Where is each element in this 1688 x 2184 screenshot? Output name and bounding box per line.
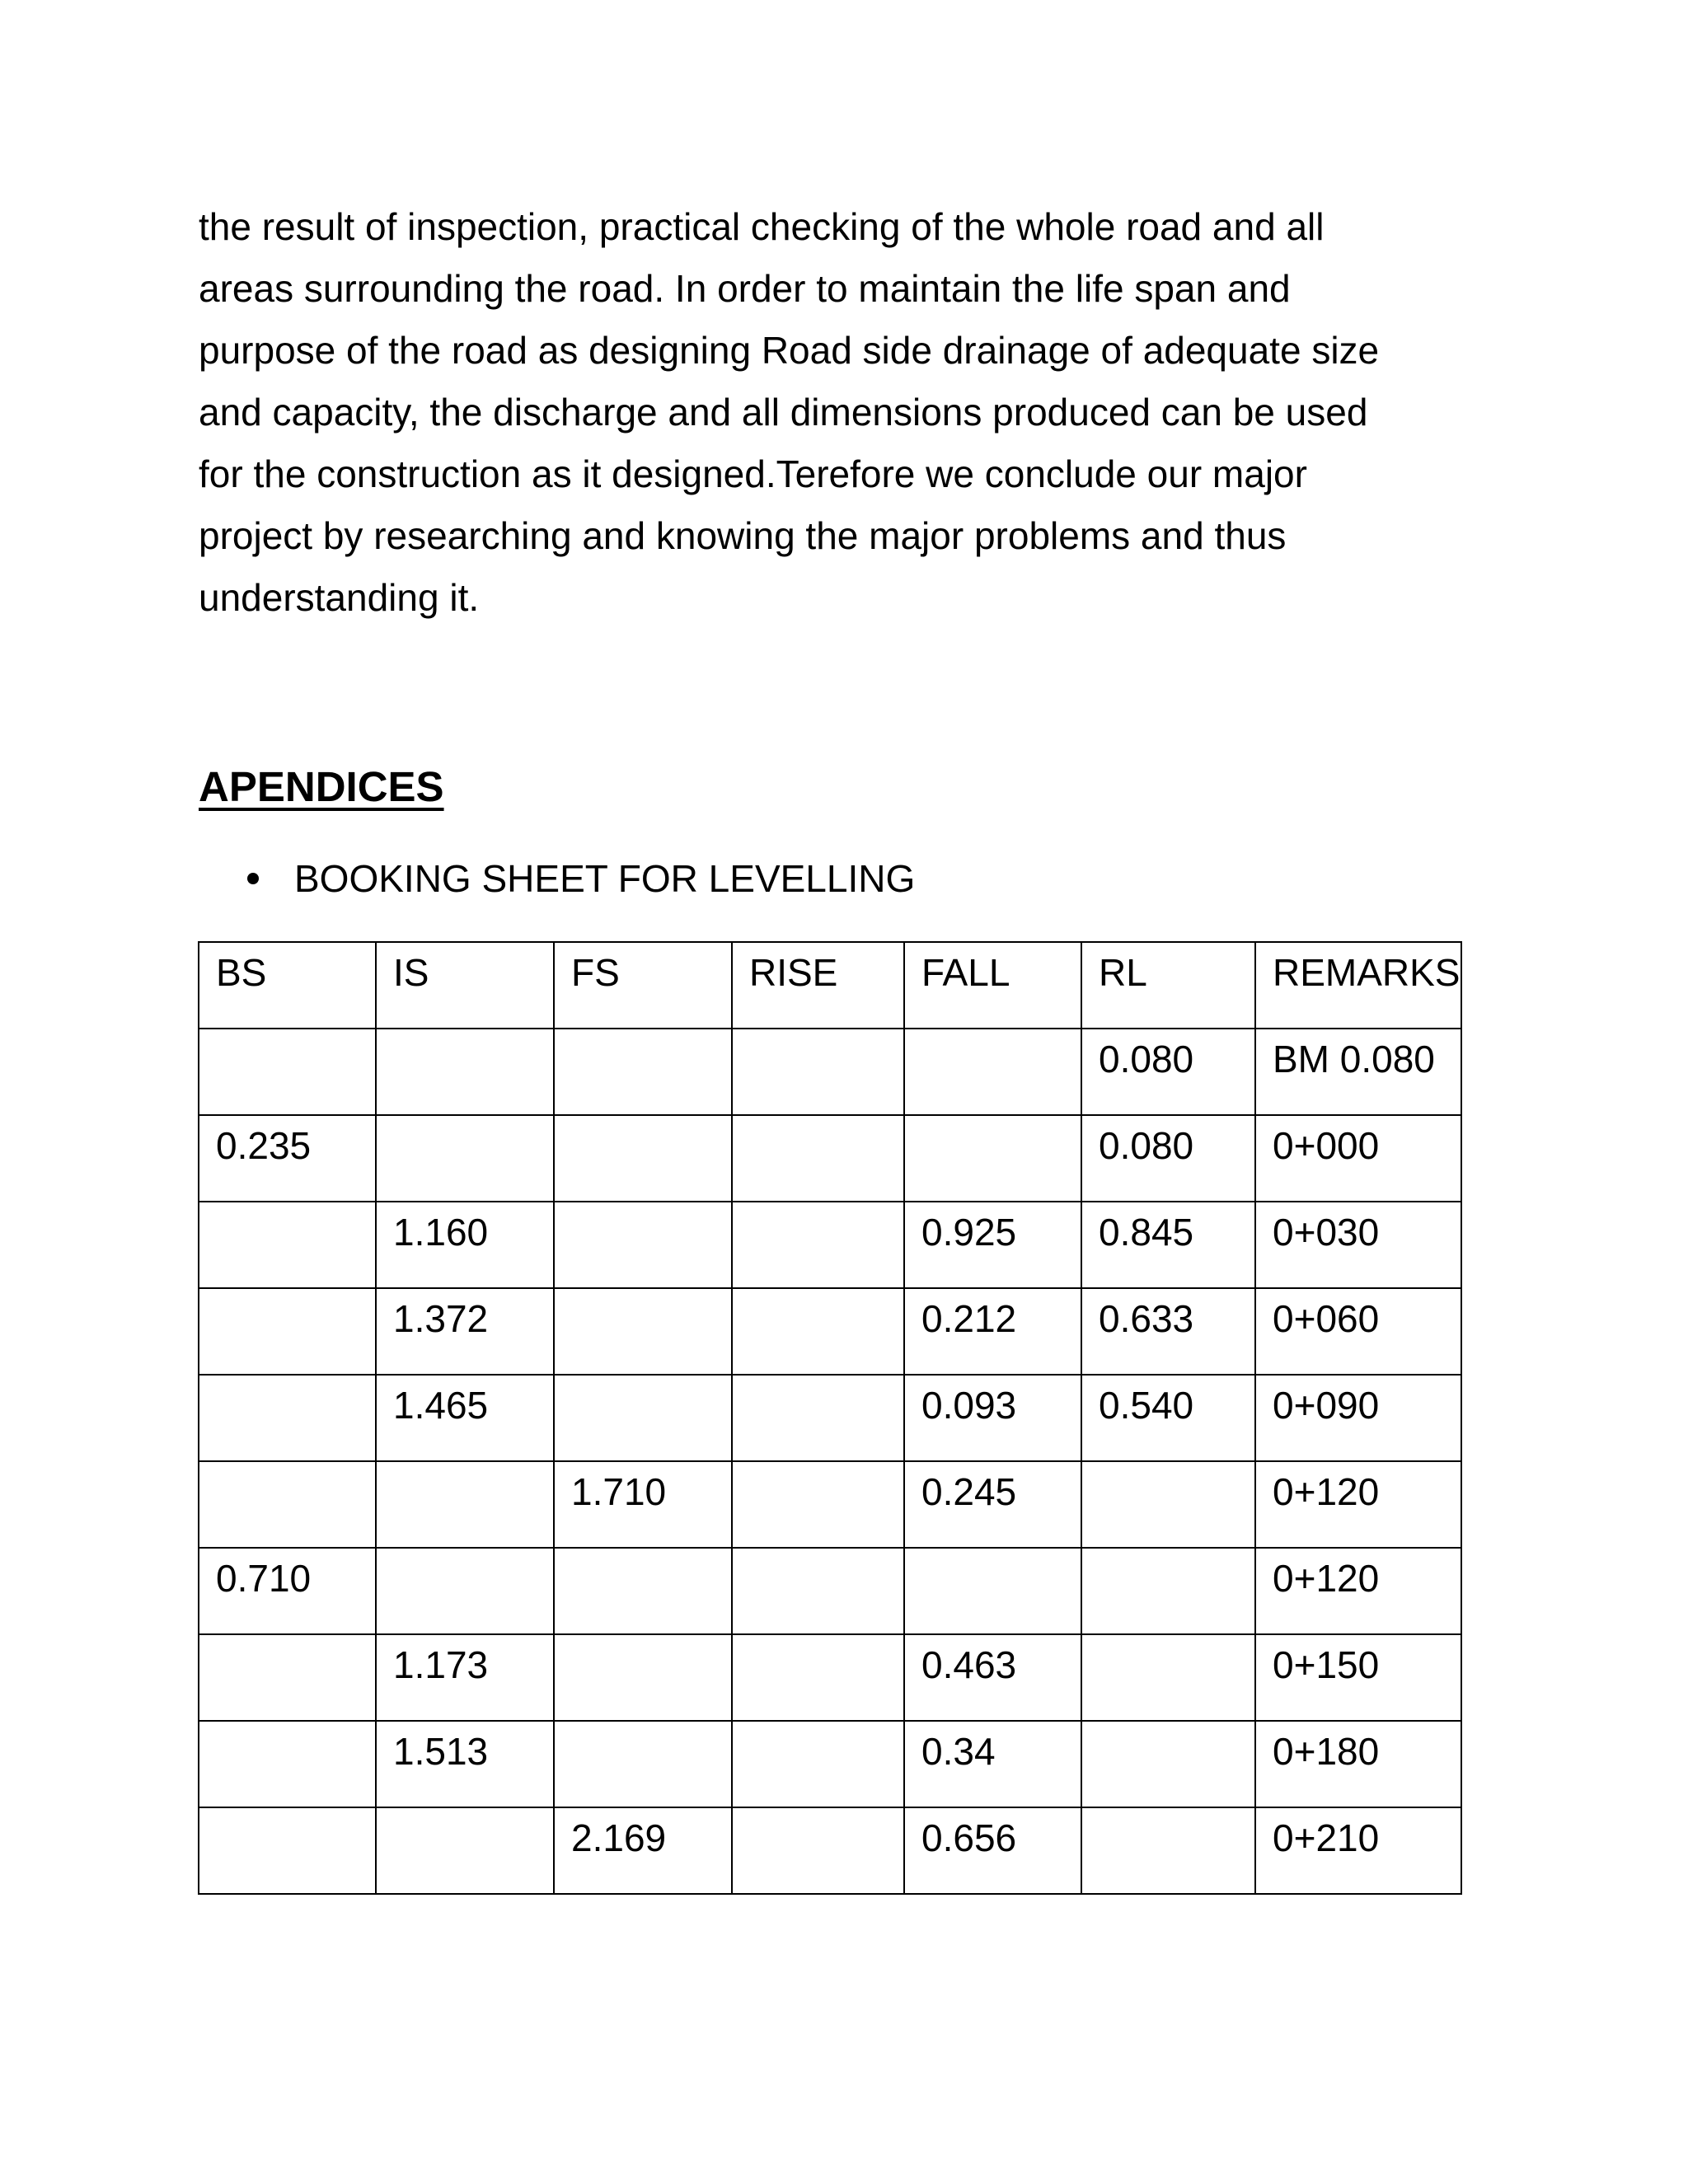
table-cell (732, 1634, 904, 1721)
table-cell (376, 1807, 554, 1894)
table-cell (1081, 1548, 1255, 1634)
table-cell (199, 1807, 376, 1894)
table-cell (732, 1029, 904, 1115)
table-cell: 0.212 (904, 1288, 1081, 1375)
table-cell: 0.925 (904, 1202, 1081, 1288)
levelling-booking-table (198, 941, 1462, 1895)
table-cell: 1.372 (376, 1288, 554, 1375)
column-header-fs: FS (554, 942, 732, 1029)
table-cell: 0+180 (1255, 1721, 1461, 1807)
table-row (199, 1807, 1461, 1894)
paragraph-line: the result of inspection, practical checking of the whole road and all (199, 205, 1325, 248)
table-cell (376, 1548, 554, 1634)
paragraph-line: for the construction as it designed.Terefore we conclude our major (199, 452, 1307, 495)
table-cell (732, 1721, 904, 1807)
table-cell (904, 1115, 1081, 1202)
table-cell (904, 1029, 1081, 1115)
column-header-rl: RL (1081, 942, 1255, 1029)
table-cell (199, 1202, 376, 1288)
appendices-heading: APENDICES (199, 763, 444, 810)
paragraph-line: project by researching and knowing the major problems and thus (199, 514, 1287, 557)
table-cell (732, 1288, 904, 1375)
table-cell: 1.160 (376, 1202, 554, 1288)
table-cell: 0.463 (904, 1634, 1081, 1721)
table-cell (732, 1375, 904, 1461)
list-item (247, 852, 915, 905)
table-cell (554, 1115, 732, 1202)
table-cell (199, 1029, 376, 1115)
table-header-row (199, 942, 1461, 1029)
table-cell: 0.540 (1081, 1375, 1255, 1461)
table-cell: 0+210 (1255, 1807, 1461, 1894)
table-cell (554, 1029, 732, 1115)
table-cell (199, 1634, 376, 1721)
table-cell (554, 1202, 732, 1288)
table-cell (199, 1375, 376, 1461)
table-cell: 1.173 (376, 1634, 554, 1721)
table-cell: 0.633 (1081, 1288, 1255, 1375)
bullet-label: BOOKING SHEET FOR LEVELLING (294, 857, 916, 900)
table-cell: 0+060 (1255, 1288, 1461, 1375)
table-cell (554, 1721, 732, 1807)
table-cell (554, 1634, 732, 1721)
table-cell: 0.245 (904, 1461, 1081, 1548)
table-cell (199, 1461, 376, 1548)
table-cell (1081, 1634, 1255, 1721)
column-header-rise: RISE (732, 942, 904, 1029)
table-cell (1081, 1807, 1255, 1894)
table-cell: 0+120 (1255, 1461, 1461, 1548)
table-cell: 0+090 (1255, 1375, 1461, 1461)
table-cell: 0.34 (904, 1721, 1081, 1807)
table-row (199, 1202, 1461, 1288)
table-cell (1081, 1721, 1255, 1807)
paragraph-line: purpose of the road as designing Road side drainage of adequate size (199, 329, 1380, 372)
table-cell: BM 0.080 (1255, 1029, 1461, 1115)
table-cell (554, 1375, 732, 1461)
table-cell (199, 1288, 376, 1375)
bullet-list (247, 852, 915, 905)
table-cell (376, 1115, 554, 1202)
table-row (199, 1115, 1461, 1202)
table-cell: 0+150 (1255, 1634, 1461, 1721)
table-cell (732, 1115, 904, 1202)
table-cell: 0.710 (199, 1548, 376, 1634)
table-row (199, 1721, 1461, 1807)
table-cell (732, 1807, 904, 1894)
table-cell: 0.080 (1081, 1115, 1255, 1202)
table-row (199, 1029, 1461, 1115)
table-row (199, 1375, 1461, 1461)
table-row (199, 1634, 1461, 1721)
paragraph-line: and capacity, the discharge and all dimensions produced can be used (199, 391, 1368, 434)
bullet-icon (247, 873, 259, 884)
table-cell: 0.845 (1081, 1202, 1255, 1288)
table-cell (199, 1721, 376, 1807)
conclusion-paragraph (199, 196, 1484, 629)
table-cell: 0+000 (1255, 1115, 1461, 1202)
table-cell: 1.513 (376, 1721, 554, 1807)
table-cell: 0.080 (1081, 1029, 1255, 1115)
paragraph-line: understanding it. (199, 576, 480, 619)
table-row (199, 1288, 1461, 1375)
paragraph-line: areas surrounding the road. In order to maintain the life span and (199, 267, 1291, 310)
table-cell (376, 1029, 554, 1115)
table-row (199, 1548, 1461, 1634)
column-header-remarks: REMARKS (1255, 942, 1461, 1029)
table-cell: 0+120 (1255, 1548, 1461, 1634)
column-header-is: IS (376, 942, 554, 1029)
table-cell: 1.465 (376, 1375, 554, 1461)
table-cell (1081, 1461, 1255, 1548)
table-cell (376, 1461, 554, 1548)
table-cell (554, 1548, 732, 1634)
table-cell (554, 1288, 732, 1375)
column-header-fall: FALL (904, 942, 1081, 1029)
table-cell: 1.710 (554, 1461, 732, 1548)
table-cell (732, 1202, 904, 1288)
table-cell: 0.235 (199, 1115, 376, 1202)
table-cell: 0.093 (904, 1375, 1081, 1461)
table-cell: 0+030 (1255, 1202, 1461, 1288)
table-cell (732, 1461, 904, 1548)
column-header-bs: BS (199, 942, 376, 1029)
table-cell (732, 1548, 904, 1634)
table-cell: 0.656 (904, 1807, 1081, 1894)
table-row (199, 1461, 1461, 1548)
table-cell (904, 1548, 1081, 1634)
table-cell: 2.169 (554, 1807, 732, 1894)
